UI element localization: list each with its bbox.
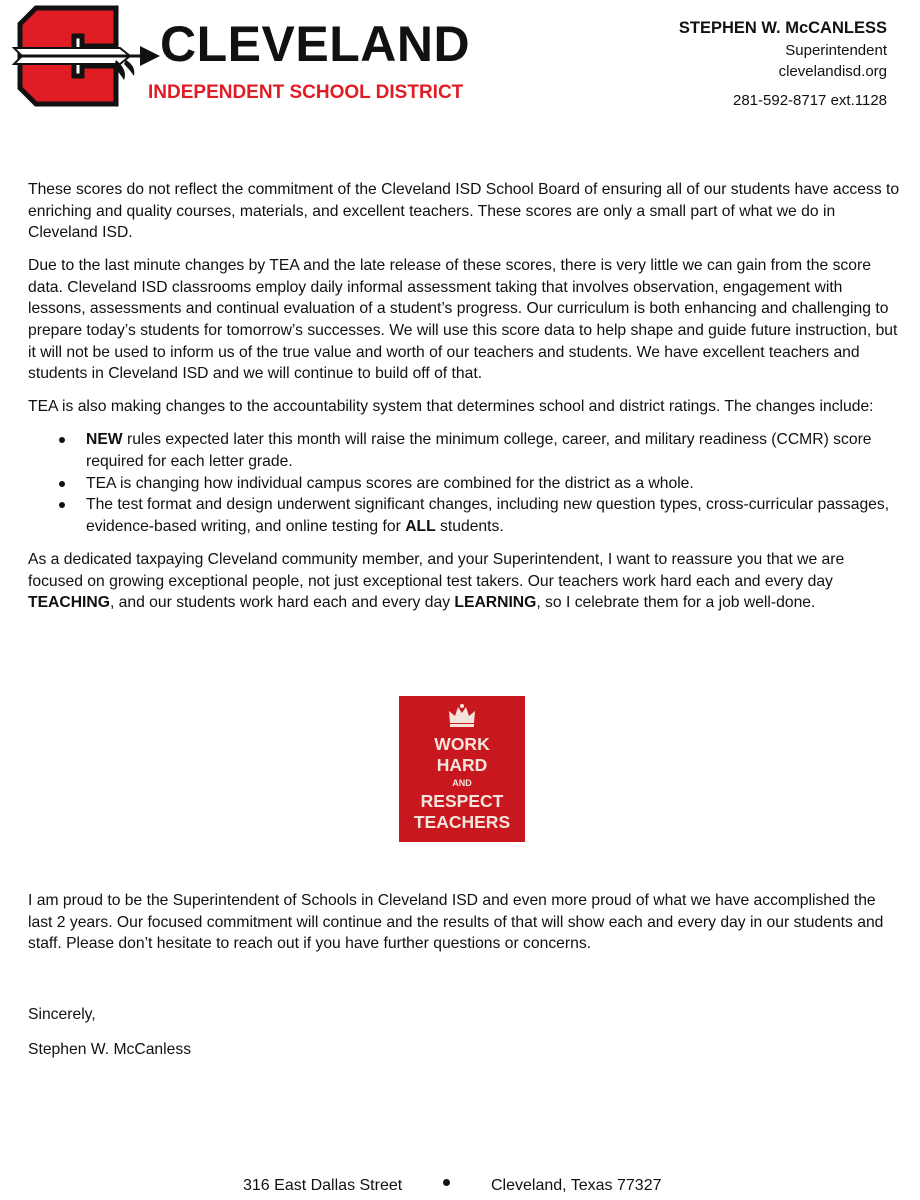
p4-bold-teaching: TEACHING xyxy=(28,594,110,612)
poster-line-teachers: TEACHERS xyxy=(413,812,511,832)
cleveland-c-arrow-logo-icon xyxy=(12,4,162,108)
bullet-3-bold: ALL xyxy=(405,517,436,535)
bullet-1-bold: NEW xyxy=(86,431,123,449)
bullet-3-text-end: students. xyxy=(435,517,504,535)
p4-part-c: , so I celebrate them for a job well-done. xyxy=(536,594,816,612)
list-item xyxy=(86,473,900,495)
p4-part-b: , and our students work hard each and every day xyxy=(109,594,455,612)
paragraph-1: These scores do not reflect the commitment of the Cleveland ISD School Board of ensuring all of our students have access to enriching and quality courses, materials, and excellent teachers. These scores are only a small part of what we do in Cleveland ISD. xyxy=(28,181,900,242)
footer-street: 316 East Dallas Street xyxy=(243,1177,403,1194)
work-hard-respect-teachers-poster xyxy=(399,696,525,842)
poster-line-hard: HARD xyxy=(436,755,488,775)
district-name: CLEVELAND xyxy=(160,16,471,72)
sender-website: clevelandisd.org xyxy=(778,63,887,80)
p4-bold-learning: LEARNING xyxy=(454,594,537,612)
footer-bullet-icon xyxy=(443,1179,450,1186)
paragraph-3: TEA is also making changes to the accountability system that determines school and district ratings. The changes include: xyxy=(28,398,874,416)
crown-icon xyxy=(447,703,477,729)
footer-city: Cleveland, Texas 77327 xyxy=(491,1177,662,1194)
sender-title: Superintendent xyxy=(785,42,887,59)
sender-name: STEPHEN W. McCANLESS xyxy=(678,19,887,37)
list-item xyxy=(86,494,900,537)
bullet-2-text: TEA is changing how individual campus scores are combined for the district as a whole. xyxy=(86,474,694,492)
list-item xyxy=(86,429,900,472)
signoff: Sincerely, xyxy=(28,1006,96,1023)
paragraph-5: I am proud to be the Superintendent of Schools in Cleveland ISD and even more proud of what we have accomplished the last 2 years. Our focused commitment will continue and the results of that will show each and every day in our students and staff. Please don’t hesitate to reach out if you have further questions or concerns. xyxy=(28,892,884,953)
bullet-1-text: rules expected later this month will raise the minimum college, career, and military readiness (CCMR) score required for each letter grade. xyxy=(86,431,872,471)
signature-name: Stephen W. McCanless xyxy=(28,1041,192,1058)
bullet-3-text-start: The test format and design underwent significant changes, including new question types, cross-curricular passages, evidence-based writing, and online testing for xyxy=(86,496,890,535)
closing-block xyxy=(28,890,900,955)
p4-part-a: As a dedicated taxpaying Cleveland community member, and your Superintendent, I want to reassure you that we are focused on growing exceptional people, not just exceptional test takers. Our teachers work hard each and every day xyxy=(28,550,845,590)
paragraph-2: Due to the last minute changes by TEA and the late release of these scores, there is very little we can gain from the score data. Cleveland ISD classrooms employ daily informal assessment taking that involves observation, engagement with lessons, assessments and continual evaluation of a student’s progress. Our curriculum is both enhancing and challenging to prepare today’s students for tomorrow’s successes. We will use this score data to help shape and guide future instruction, but it will not be used to inform us of the true value and worth of our teachers and students. We have excellent teachers and students in Cleveland ISD and we will continue to build off of that. xyxy=(28,257,898,383)
sender-phone: 281-592-8717 ext.1128 xyxy=(732,92,887,109)
poster-line-and: AND xyxy=(452,778,472,788)
district-subtitle: INDEPENDENT SCHOOL DISTRICT xyxy=(148,82,464,103)
letter-body xyxy=(28,179,900,625)
poster-line-work: WORK xyxy=(434,734,490,754)
paragraph-4 xyxy=(28,549,900,614)
sender-block xyxy=(679,18,887,111)
changes-list xyxy=(28,429,900,537)
poster-line-respect: RESPECT xyxy=(420,791,504,811)
